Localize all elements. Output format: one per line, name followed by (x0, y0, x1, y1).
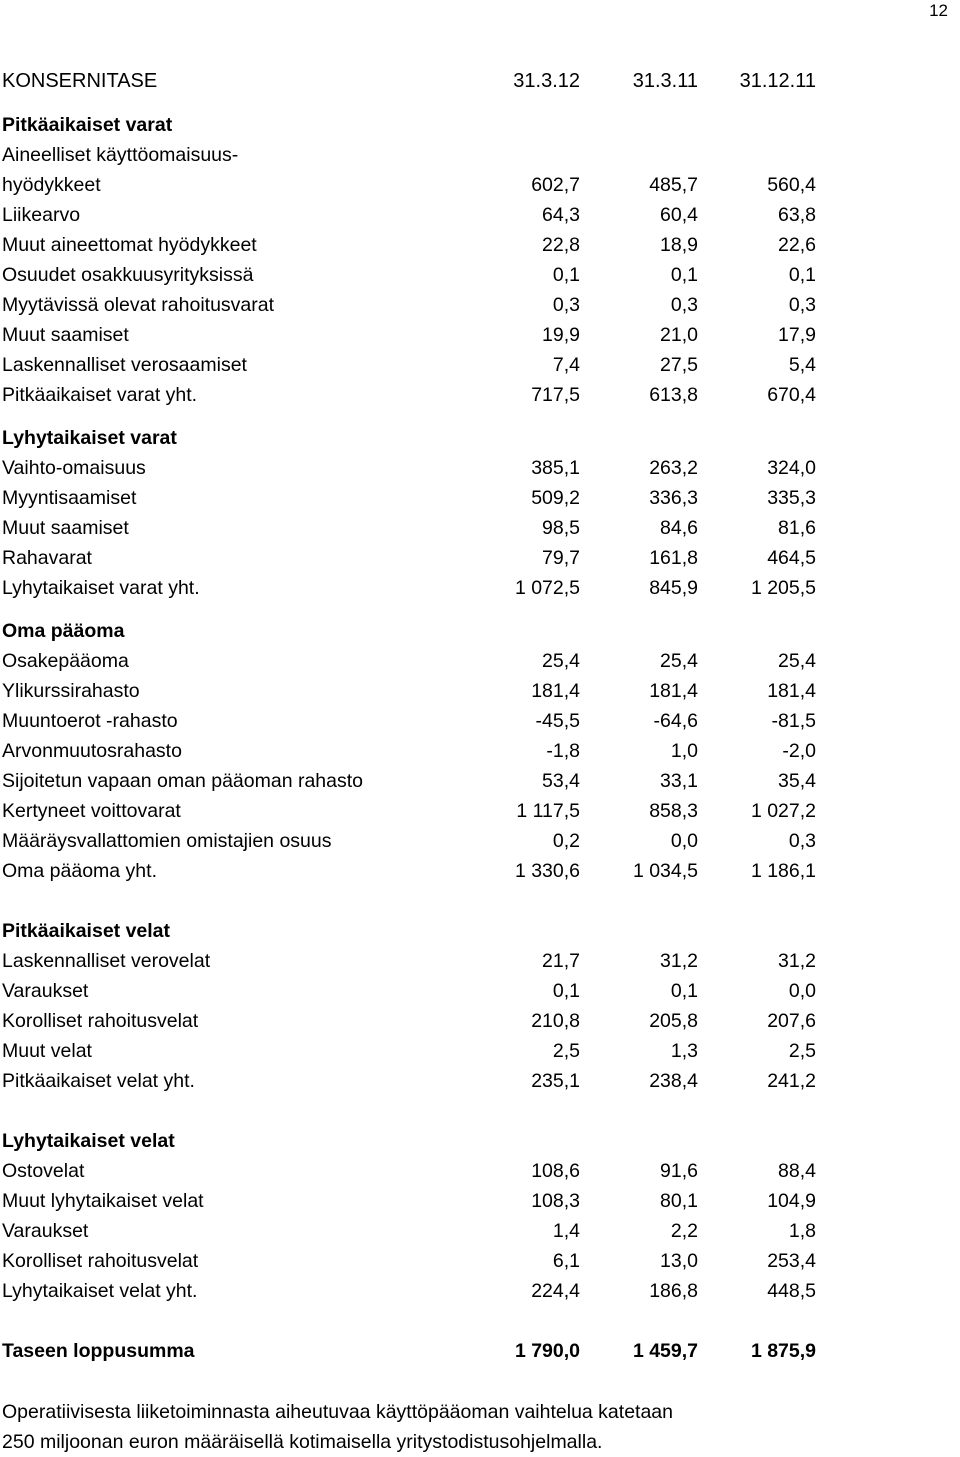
cell-v3: 35,4 (778, 770, 816, 792)
row-label: Muuntoerot -rahasto (2, 710, 178, 732)
cell-v1: 210,8 (531, 1010, 580, 1032)
row-label: Laskennalliset verovelat (2, 950, 211, 972)
row-label: Muut saamiset (2, 324, 129, 346)
cell-v3: 0,1 (788, 264, 816, 286)
cell-v1: 1,4 (552, 1220, 580, 1242)
section-heading (2, 1126, 832, 1156)
footnote-line-1: Operatiivisesta liiketoiminnasta aiheutuvaa käyttöpääoman vaihtelua katetaan (2, 1401, 673, 1423)
cell-v2: 161,8 (649, 547, 698, 569)
table-row (2, 350, 832, 380)
cell-v3: 31,2 (778, 950, 816, 972)
table-row (2, 573, 832, 603)
cell-v3: 81,6 (778, 517, 816, 539)
table-row (2, 513, 832, 543)
table-row (2, 1276, 832, 1306)
page-number: 12 (929, 1, 948, 20)
row-label: Varaukset (2, 980, 89, 1002)
row-label: Liikearvo (2, 204, 81, 226)
cell-v2: 27,5 (660, 354, 698, 376)
row-label: Lyhytaikaiset velat yht. (2, 1280, 198, 1302)
row-label: Taseen loppusumma (2, 1340, 195, 1362)
cell-v2: 1,0 (670, 740, 698, 762)
cell-v1: 385,1 (531, 457, 580, 479)
column-header-31-3-11: 31.3.11 (632, 70, 698, 92)
row-label: Arvonmuutosrahasto (2, 740, 182, 762)
cell-v1: 1 790,0 (514, 1340, 580, 1362)
row-label: Pitkäaikaiset velat (2, 920, 171, 942)
section-heading (2, 110, 832, 140)
cell-v1: 0,1 (552, 980, 580, 1002)
row-label: Oma pääoma (2, 620, 125, 642)
cell-v1: 0,1 (552, 264, 580, 286)
cell-v3: 1 027,2 (750, 800, 816, 822)
table-row (2, 140, 832, 170)
cell-v3: 0,3 (788, 294, 816, 316)
cell-v1: 602,7 (531, 174, 580, 196)
row-label: Osuudet osakkuusyrityksissä (2, 264, 254, 286)
table-row (2, 976, 832, 1006)
row-label: Osakepääoma (2, 650, 129, 672)
cell-v1: 1 117,5 (516, 800, 580, 822)
row-label: Lyhytaikaiset varat yht. (2, 577, 200, 599)
cell-v2: 186,8 (649, 1280, 698, 1302)
cell-v2: 91,6 (660, 1160, 698, 1182)
table-row (2, 766, 832, 796)
cell-v2: 2,2 (670, 1220, 698, 1242)
row-label: hyödykkeet (2, 174, 101, 196)
row-label: Sijoitetun vapaan oman pääoman rahasto (2, 770, 363, 792)
cell-v2: 858,3 (649, 800, 698, 822)
table-row (2, 856, 832, 886)
cell-v3: 464,5 (767, 547, 816, 569)
cell-v1: 25,4 (542, 650, 580, 672)
cell-v2: 845,9 (649, 577, 698, 599)
table-row (2, 826, 832, 856)
cell-v2: 60,4 (660, 204, 698, 226)
table-row (2, 380, 832, 410)
table-row (2, 1186, 832, 1216)
row-label: Myyntisaamiset (2, 487, 137, 509)
cell-v3: -2,0 (782, 740, 816, 762)
cell-v1: 235,1 (531, 1070, 580, 1092)
row-label: Aineelliset käyttöomaisuus- (2, 144, 239, 166)
cell-v2: -64,6 (653, 710, 698, 732)
table-row (2, 483, 832, 513)
section-heading (2, 916, 832, 946)
cell-v3: 253,4 (767, 1250, 816, 1272)
cell-v1: 717,5 (531, 384, 580, 406)
row-label: Rahavarat (2, 547, 92, 569)
cell-v1: 6,1 (552, 1250, 580, 1272)
cell-v3: 104,9 (767, 1190, 816, 1212)
row-label: Vaihto-omaisuus (2, 457, 146, 479)
cell-v3: 2,5 (788, 1040, 816, 1062)
table-row (2, 1246, 832, 1276)
row-label: Muut lyhytaikaiset velat (2, 1190, 204, 1212)
cell-v3: 670,4 (767, 384, 816, 406)
cell-v2: 181,4 (649, 680, 698, 702)
cell-v2: 0,1 (670, 980, 698, 1002)
cell-v3: 1 205,5 (750, 577, 816, 599)
cell-v2: 21,0 (660, 324, 698, 346)
cell-v3: -81,5 (771, 710, 816, 732)
cell-v2: 336,3 (649, 487, 698, 509)
cell-v2: 80,1 (660, 1190, 698, 1212)
cell-v1: 0,3 (552, 294, 580, 316)
cell-v1: 1 072,5 (514, 577, 580, 599)
cell-v2: 33,1 (660, 770, 698, 792)
cell-v1: 509,2 (531, 487, 580, 509)
cell-v2: 25,4 (660, 650, 698, 672)
cell-v3: 0,0 (788, 980, 816, 1002)
cell-v1: 53,4 (542, 770, 580, 792)
cell-v2: 263,2 (649, 457, 698, 479)
cell-v2: 238,4 (649, 1070, 698, 1092)
table-row (2, 1156, 832, 1186)
row-label: Muut saamiset (2, 517, 129, 539)
cell-v1: 108,6 (531, 1160, 580, 1182)
row-label: Myytävissä olevat rahoitusvarat (2, 294, 275, 316)
cell-v2: 205,8 (649, 1010, 698, 1032)
cell-v2: 0,0 (670, 830, 698, 852)
cell-v3: 207,6 (767, 1010, 816, 1032)
cell-v3: 1,8 (788, 1220, 816, 1242)
cell-v3: 25,4 (778, 650, 816, 672)
cell-v1: 0,2 (552, 830, 580, 852)
section-heading (2, 423, 832, 453)
row-label: Ostovelat (2, 1160, 85, 1182)
cell-v3: 241,2 (767, 1070, 816, 1092)
cell-v3: 63,8 (778, 204, 816, 226)
cell-v2: 84,6 (660, 517, 698, 539)
cell-v1: 21,7 (542, 950, 580, 972)
cell-v3: 560,4 (767, 174, 816, 196)
cell-v1: -45,5 (535, 710, 580, 732)
cell-v3: 1 186,1 (750, 860, 816, 882)
table-row (2, 260, 832, 290)
cell-v3: 0,3 (788, 830, 816, 852)
footnote-line-2: 250 miljoonan euron määräisellä kotimaisella yritystodistusohjelmalla. (2, 1431, 603, 1453)
table-row (2, 320, 832, 350)
row-label: Pitkäaikaiset varat (2, 114, 173, 136)
cell-v2: 613,8 (649, 384, 698, 406)
cell-v2: 18,9 (660, 234, 698, 256)
table-row (2, 946, 832, 976)
cell-v3: 335,3 (767, 487, 816, 509)
cell-v1: 98,5 (542, 517, 580, 539)
cell-v3: 5,4 (788, 354, 816, 376)
cell-v1: 181,4 (531, 680, 580, 702)
cell-v3: 88,4 (778, 1160, 816, 1182)
cell-v1: 1 330,6 (514, 860, 580, 882)
row-label: Korolliset rahoitusvelat (2, 1010, 199, 1032)
cell-v1: -1,8 (546, 740, 580, 762)
cell-v1: 19,9 (542, 324, 580, 346)
table-row (2, 200, 832, 230)
table-row (2, 1336, 832, 1366)
column-header-31-3-12: 31.3.12 (513, 70, 580, 92)
cell-v2: 1,3 (670, 1040, 698, 1062)
cell-v2: 0,3 (670, 294, 698, 316)
table-header (2, 66, 832, 96)
row-label: Lyhytaikaiset velat (2, 1130, 175, 1152)
table-row (2, 453, 832, 483)
cell-v3: 1 875,9 (750, 1340, 816, 1362)
row-label: Ylikurssirahasto (2, 680, 140, 702)
column-header-31-12-11: 31.12.11 (739, 70, 816, 92)
table-row (2, 706, 832, 736)
section-heading (2, 616, 832, 646)
cell-v1: 22,8 (542, 234, 580, 256)
cell-v3: 181,4 (767, 680, 816, 702)
cell-v1: 224,4 (531, 1280, 580, 1302)
table-row (2, 1006, 832, 1036)
table-row (2, 796, 832, 826)
row-label: Lyhytaikaiset varat (2, 427, 177, 449)
table-row (2, 676, 832, 706)
table-row (2, 1036, 832, 1066)
row-label: Pitkäaikaiset varat yht. (2, 384, 198, 406)
row-label: Muut velat (2, 1040, 92, 1062)
cell-v2: 485,7 (649, 174, 698, 196)
row-label: Kertyneet voittovarat (2, 800, 181, 822)
table-row (2, 1066, 832, 1096)
cell-v2: 31,2 (660, 950, 698, 972)
table-row (2, 170, 832, 200)
row-label: Korolliset rahoitusvelat (2, 1250, 199, 1272)
table-row (2, 290, 832, 320)
table-title: KONSERNITASE (2, 70, 158, 92)
cell-v1: 108,3 (531, 1190, 580, 1212)
cell-v3: 22,6 (778, 234, 816, 256)
table-row (2, 1216, 832, 1246)
cell-v1: 7,4 (552, 354, 580, 376)
cell-v2: 1 459,7 (632, 1340, 698, 1362)
table-row (2, 230, 832, 260)
row-label: Varaukset (2, 1220, 89, 1242)
cell-v2: 13,0 (660, 1250, 698, 1272)
row-label: Pitkäaikaiset velat yht. (2, 1070, 195, 1092)
cell-v1: 79,7 (542, 547, 580, 569)
cell-v2: 1 034,5 (632, 860, 698, 882)
row-label: Muut aineettomat hyödykkeet (2, 234, 257, 256)
table-row (2, 543, 832, 573)
table-row (2, 646, 832, 676)
cell-v3: 324,0 (767, 457, 816, 479)
cell-v1: 2,5 (552, 1040, 580, 1062)
cell-v3: 17,9 (778, 324, 816, 346)
row-label: Määräysvallattomien omistajien osuus (2, 830, 332, 852)
cell-v3: 448,5 (767, 1280, 816, 1302)
row-label: Laskennalliset verosaamiset (2, 354, 247, 376)
row-label: Oma pääoma yht. (2, 860, 157, 882)
cell-v1: 64,3 (542, 204, 580, 226)
table-row (2, 736, 832, 766)
cell-v2: 0,1 (670, 264, 698, 286)
